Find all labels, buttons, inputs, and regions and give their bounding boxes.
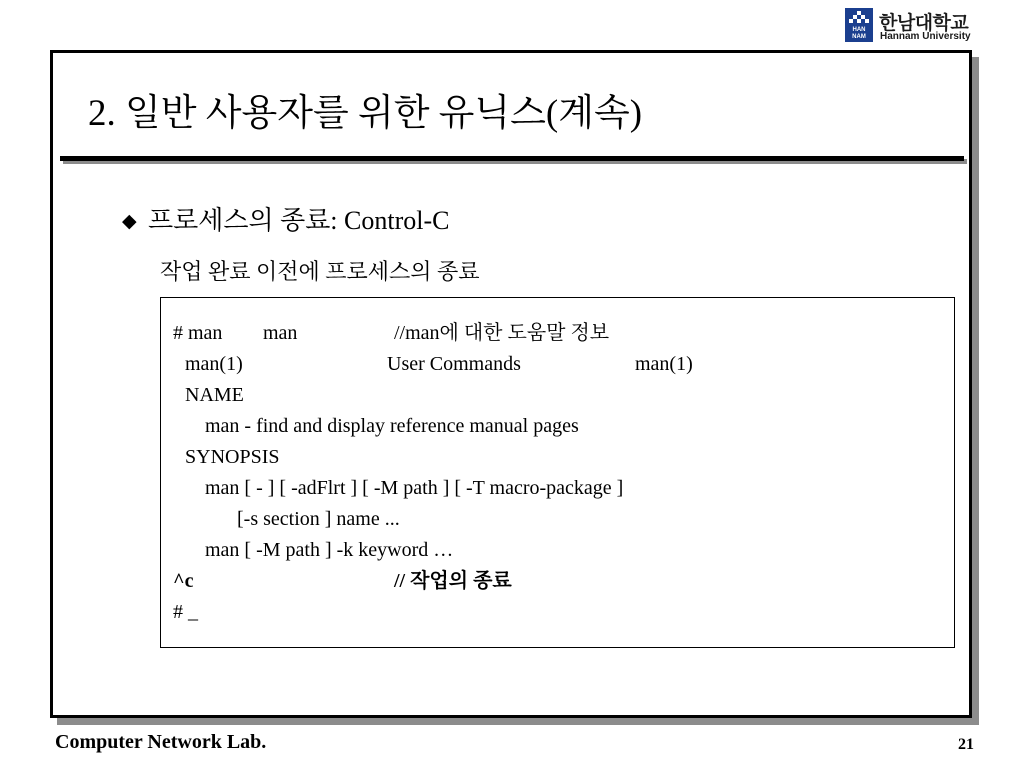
interrupt-keys: ^c [173,570,194,592]
terminal-argument: man [263,322,298,344]
terminal-command: # man [173,322,223,344]
manpage-synopsis-line-3: man [ -M path ] -k keyword … [205,539,454,561]
slide-title: 2. 일반 사용자를 위한 유닉스(계속) [88,93,643,134]
logo-korean-name: 한남대학교 [879,12,969,34]
university-emblem-icon [845,8,873,42]
shell-prompt: # _ [173,601,198,623]
terminal-output-box [160,297,955,648]
logo-english-name: Hannam University [880,31,971,42]
diamond-bullet-icon [122,205,148,239]
hannam-university-logo [845,8,980,44]
manpage-header-left: man(1) [185,353,243,375]
manpage-synopsis-line-1: man [ - ] [ -adFlrt ] [ -M path ] [ -T macro-package ] [205,477,624,499]
emblem-text-bottom: NAM [852,34,866,40]
manpage-name-description: man - find and display reference manual pages [205,415,579,437]
emblem-text-top: HAN [852,27,866,33]
footer-lab-name: Computer Network Lab. [55,731,267,753]
interrupt-comment: // 작업의 종료 [394,570,512,592]
page-number: 21 [958,736,974,753]
manpage-header-center: User Commands [387,353,521,375]
bullet-point [122,204,449,239]
manpage-synopsis-heading: SYNOPSIS [185,446,280,468]
manpage-name-heading: NAME [185,384,244,406]
manpage-synopsis-line-2: [-s section ] name ... [237,508,400,530]
terminal-comment: //man에 대한 도움말 정보 [394,322,610,344]
manpage-header-right: man(1) [635,353,693,375]
title-divider [60,156,964,161]
bullet-subtext: 작업 완료 이전에 프로세스의 종료 [160,259,480,284]
bullet-text: 프로세스의 종료: Control-C [148,206,450,235]
